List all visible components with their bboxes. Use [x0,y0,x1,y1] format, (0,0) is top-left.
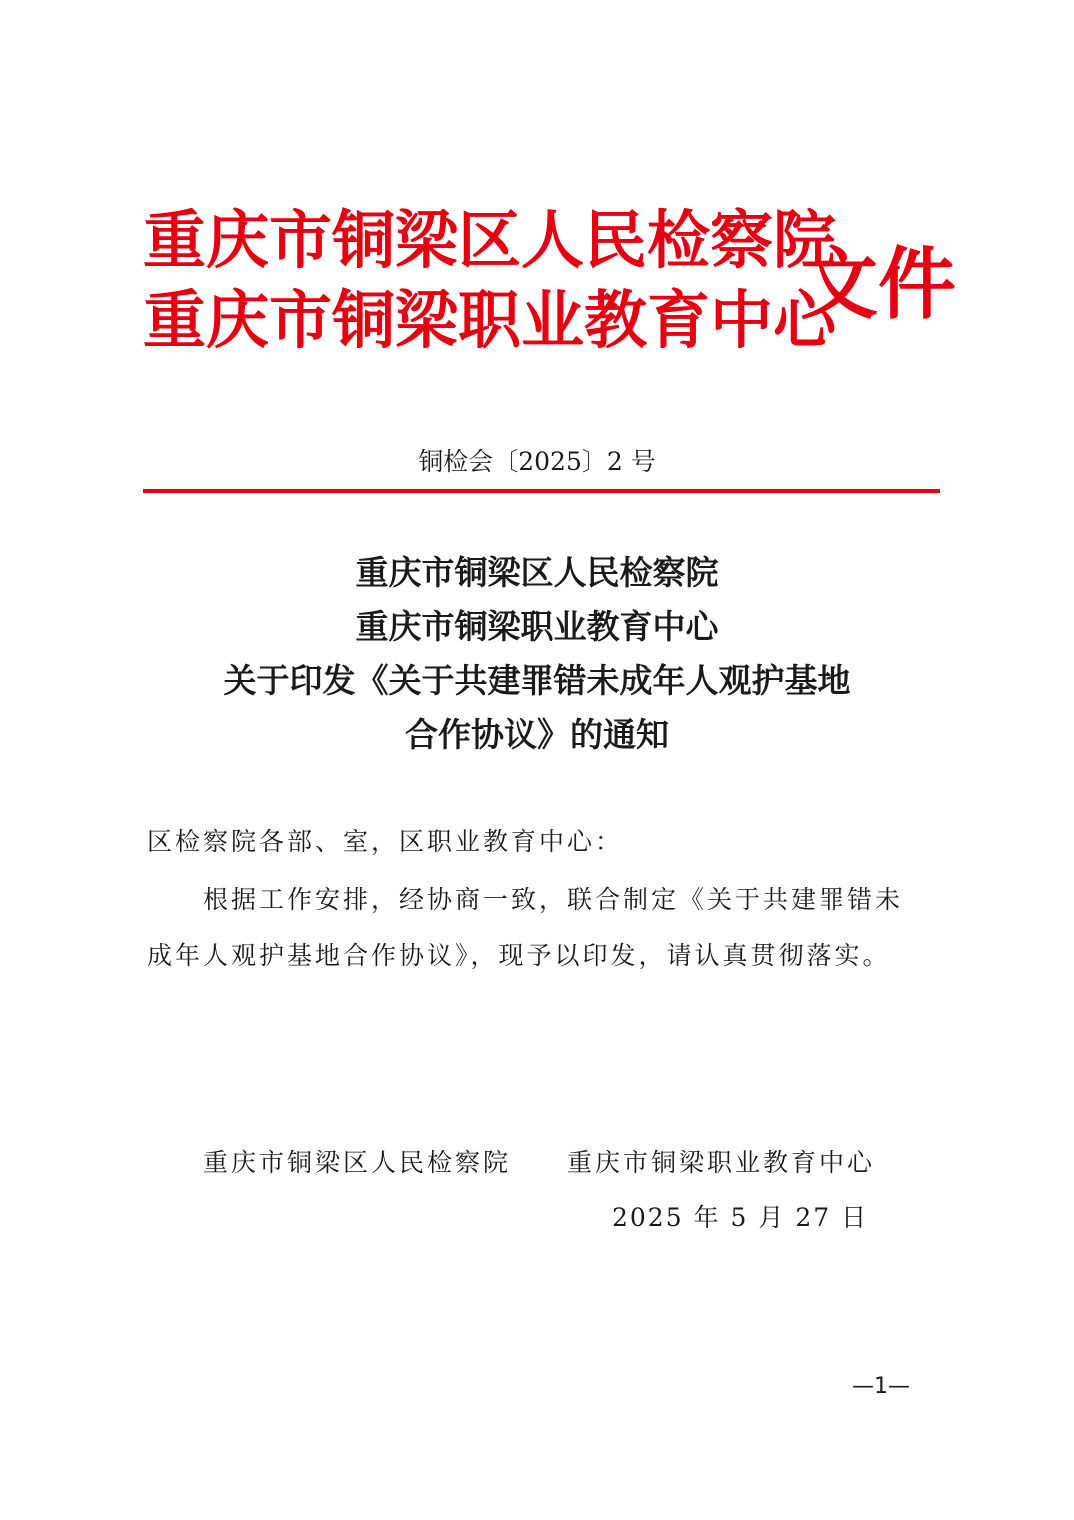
title-line: 关于印发《关于共建罪错未成年人观护基地 [223,661,851,700]
title-line: 重庆市铜梁区人民检察院 [355,553,719,592]
body-paragraph [147,872,947,984]
body-line: 根据工作安排，经协商一致，联合制定《关于共建罪错未 [203,885,904,914]
signature-org: 重庆市铜梁区人民检察院 [203,1148,512,1177]
signature-block [203,1143,875,1183]
title-line: 重庆市铜梁职业教育中心 [355,607,719,646]
signing-date: 2025 年 5 月 27 日 [612,1203,869,1232]
issuer-name-1: 重庆市铜梁区人民检察院 [143,203,836,277]
body-line: 成年人观护基地合作协议》，现予以印发，请认真贯彻落实。 [147,941,891,970]
signature-org: 重庆市铜梁职业教育中心 [567,1148,876,1177]
document-number: 铜检会〔2025〕2 号 [418,447,656,476]
issuer-name-2: 重庆市铜梁职业教育中心 [143,283,836,357]
document-title [0,546,1074,762]
red-separator-line [143,489,940,493]
issuer-header [143,200,836,360]
document-label: 文件 [800,239,957,330]
addressee: 区检察院各部、室，区职业教育中心： [147,827,624,856]
title-line: 合作协议》的通知 [405,715,669,754]
page-number: —1— [852,1374,910,1399]
